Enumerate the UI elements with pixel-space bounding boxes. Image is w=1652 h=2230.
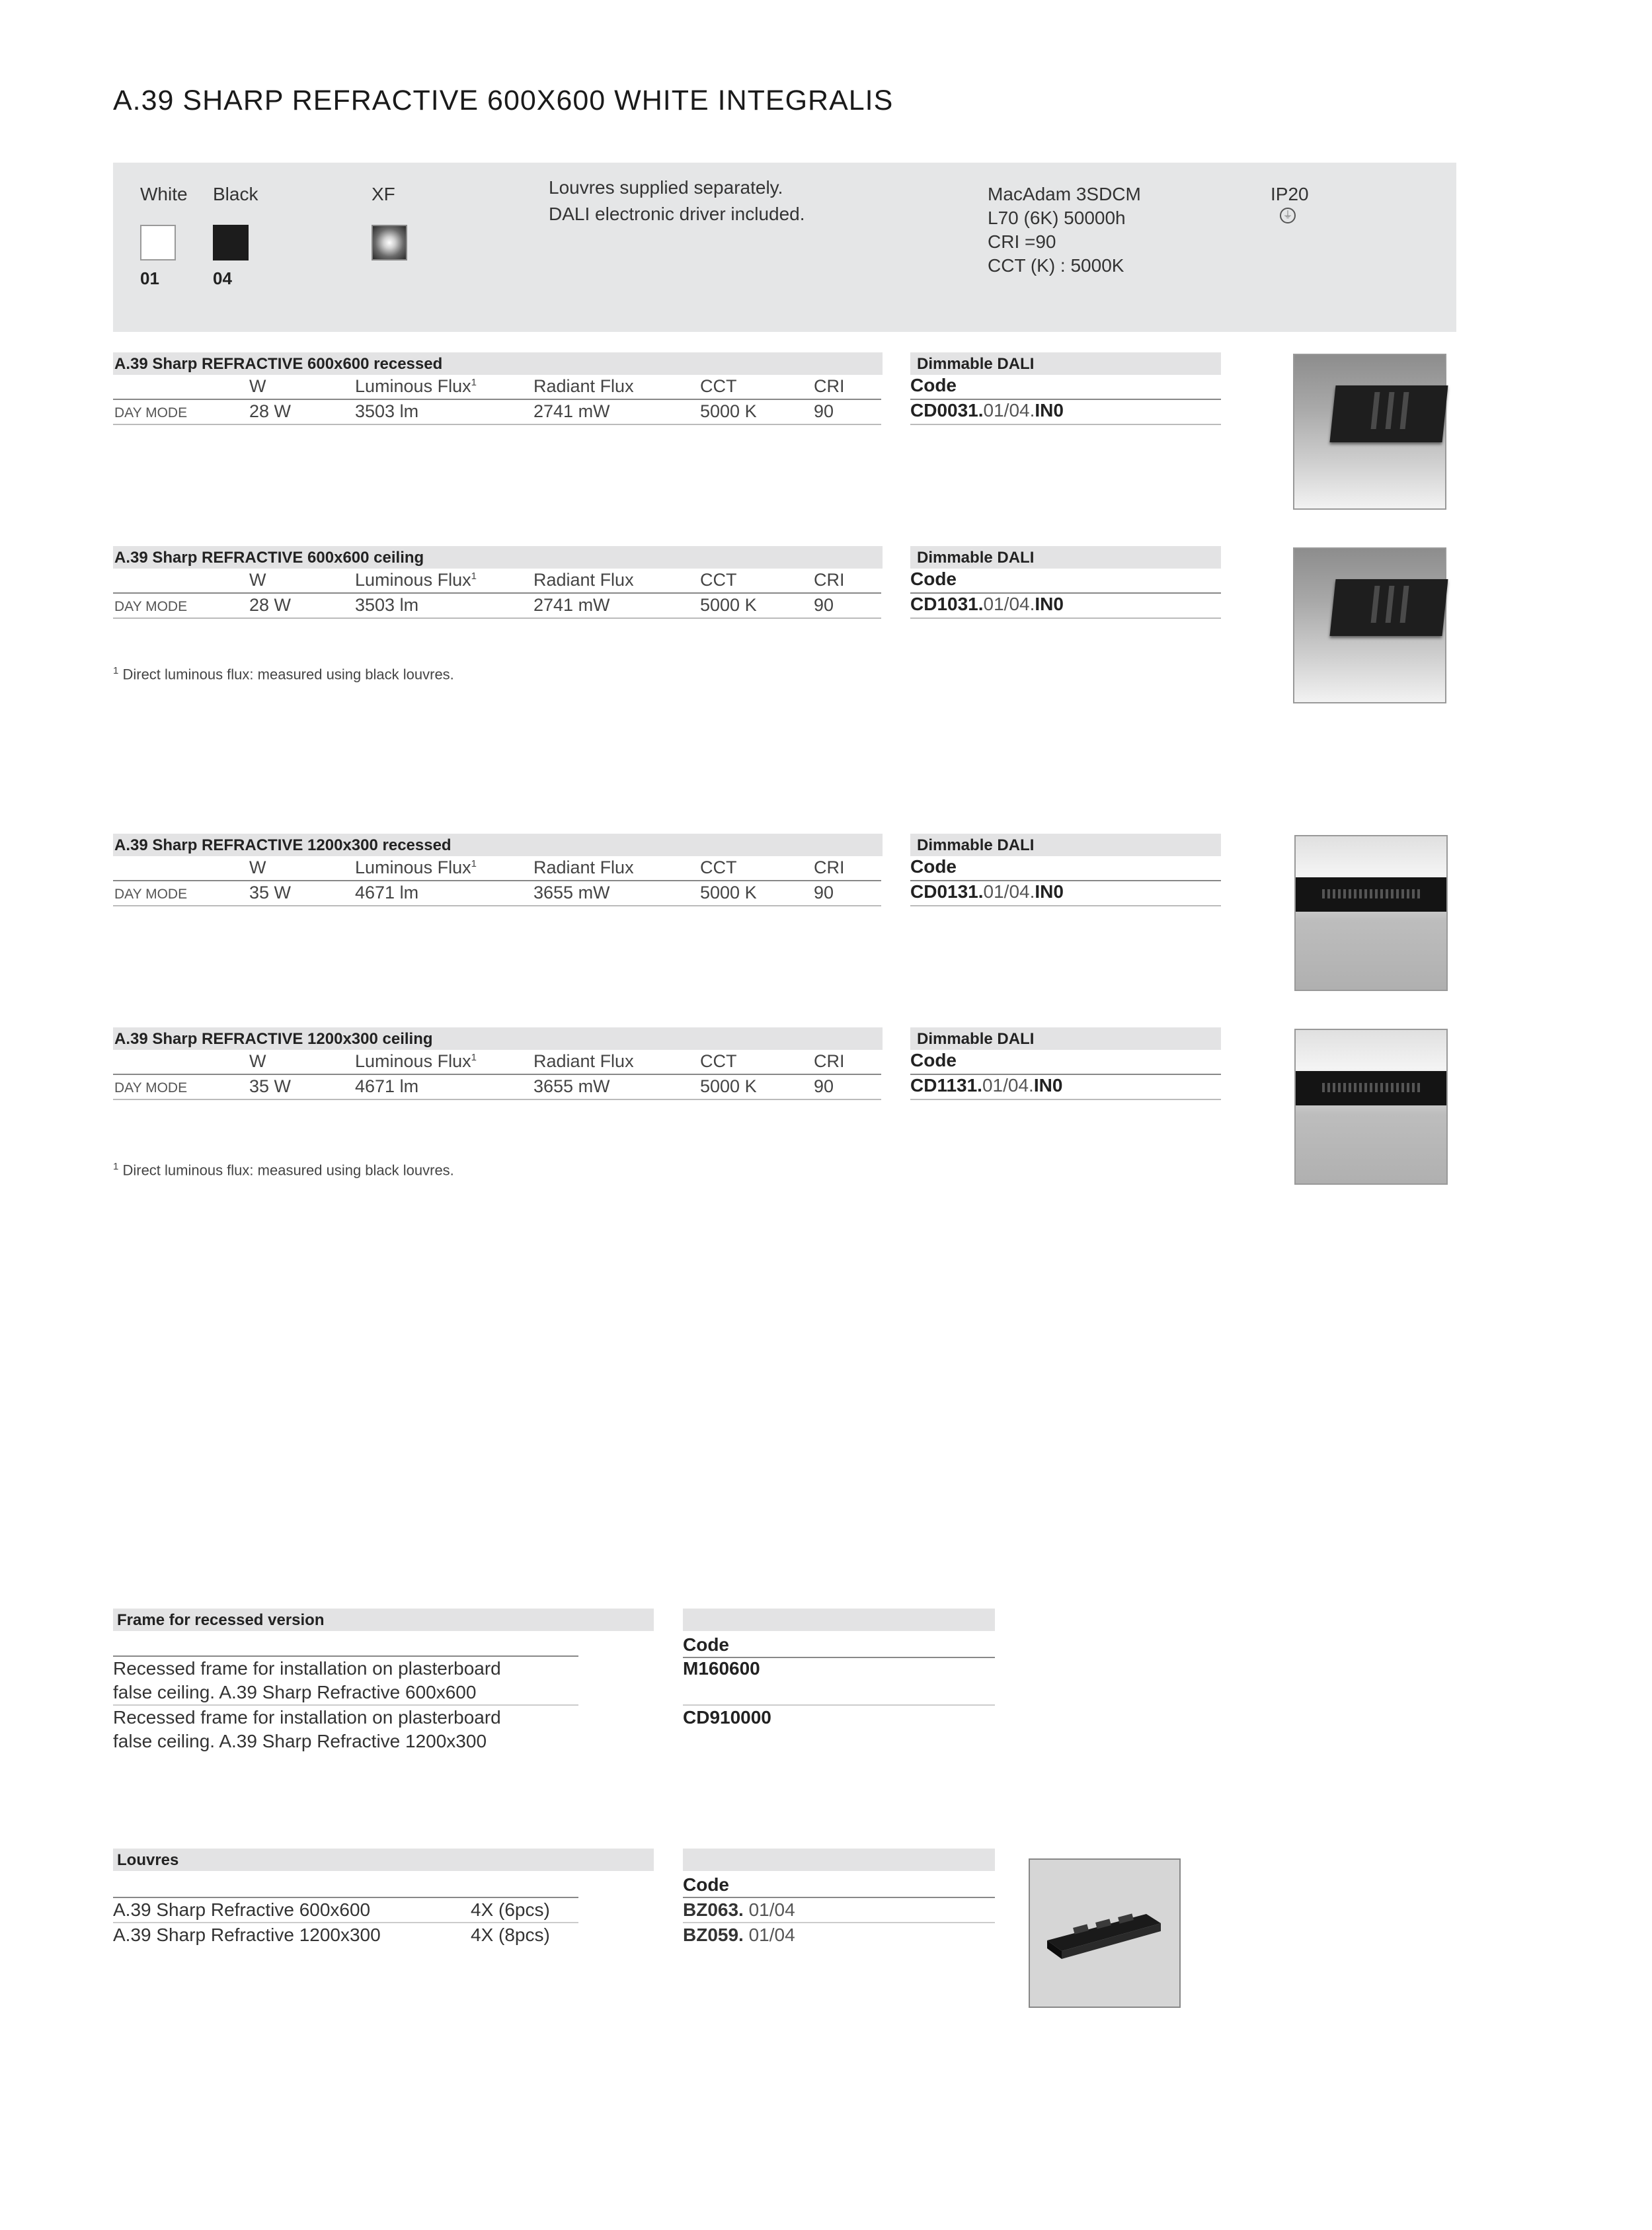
product-photo — [1293, 547, 1446, 703]
code-label: Code — [910, 569, 1221, 594]
table-header-row — [113, 856, 881, 881]
table-header-row — [113, 375, 881, 400]
color-label-xf: XF — [372, 184, 395, 204]
header-flux: Luminous Flux$^1$ — [355, 1051, 477, 1071]
color-label-black: Black — [213, 184, 258, 204]
header-cct: CCT — [700, 857, 737, 877]
header-w: W — [249, 1051, 266, 1071]
louvre-code: BZ059. 01/04 — [683, 1925, 795, 1945]
frame-code: M160600 — [683, 1657, 995, 1706]
product-name: A.39 Sharp REFRACTIVE 600x600 recessed — [113, 352, 883, 375]
spec-lifetime: L70 (6K) 50000h — [988, 208, 1126, 228]
footnote: $^1$ Direct luminous flux: measured using black louvres. — [113, 665, 454, 683]
frame-code: CD910000 — [683, 1707, 771, 1728]
code-label: Code — [910, 1050, 1221, 1075]
cri-cell: 90 — [814, 595, 834, 615]
louvre-name: A.39 Sharp Refractive 1200x300 — [113, 1925, 381, 1945]
dimmable-heading: Dimmable DALI — [910, 352, 1221, 375]
louvres-heading: Louvres — [113, 1849, 654, 1871]
cri-cell: 90 — [814, 883, 834, 902]
color-code-black: 04 — [213, 268, 232, 288]
product-photo — [1294, 835, 1448, 991]
table-row — [113, 400, 881, 425]
radiant-cell: 3655 mW — [533, 1076, 610, 1096]
frame-heading: Frame for recessed version — [113, 1609, 654, 1631]
table-row — [113, 881, 881, 906]
header-radiant: Radiant Flux — [533, 857, 634, 877]
product-code: CD0031.01/04.IN0 — [910, 400, 1221, 425]
page-title: A.39 SHARP REFRACTIVE 600X600 WHITE INTEGRALIS — [113, 85, 894, 116]
header-cct: CCT — [700, 1051, 737, 1071]
table-header-row — [113, 569, 881, 594]
frame-code-heading-bar — [683, 1609, 995, 1631]
product-photo — [1293, 354, 1446, 510]
swatch-white — [140, 225, 176, 260]
louvres-code-label: Code — [683, 1873, 995, 1898]
frame-item: Recessed frame for installation on plasterboard false ceiling. A.39 Sharp Refractive 600x600 — [113, 1657, 578, 1706]
mode-cell: DAY MODE — [114, 887, 188, 902]
louvre-code: BZ063. 01/04 — [683, 1898, 995, 1923]
swatch-black — [213, 225, 249, 260]
header-flux: Luminous Flux$^1$ — [355, 857, 477, 877]
note-louvres: Louvres supplied separately. — [549, 177, 783, 198]
table-row — [113, 1075, 881, 1100]
product-code: CD0131.01/04.IN0 — [910, 881, 1221, 906]
radiant-cell: 2741 mW — [533, 595, 610, 615]
color-label-white: White — [140, 184, 188, 204]
header-radiant: Radiant Flux — [533, 570, 634, 590]
header-cri: CRI — [814, 376, 845, 396]
header-cct: CCT — [700, 376, 737, 396]
louvre-name: A.39 Sharp Refractive 600x600 — [113, 1899, 371, 1920]
louvre-illustration — [1030, 1860, 1177, 2004]
w-cell: 28 W — [249, 595, 292, 615]
dimmable-heading: Dimmable DALI — [910, 1027, 1221, 1050]
product-photo — [1294, 1029, 1448, 1185]
mode-cell: DAY MODE — [114, 599, 188, 614]
flux-cell: 3503 lm — [355, 401, 419, 421]
header-w: W — [249, 857, 266, 877]
frame-item: Recessed frame for installation on plasterboard false ceiling. A.39 Sharp Refractive 1200x300 — [113, 1707, 501, 1751]
header-cri: CRI — [814, 570, 845, 590]
info-box — [113, 163, 1456, 332]
product-code: CD1131.01/04.IN0 — [910, 1075, 1221, 1100]
louvre-item — [113, 1923, 578, 1947]
product-code: CD1031.01/04.IN0 — [910, 594, 1221, 619]
product-section — [113, 834, 1462, 992]
product-name: A.39 Sharp REFRACTIVE 1200x300 ceiling — [113, 1027, 883, 1050]
w-cell: 35 W — [249, 883, 292, 902]
header-radiant: Radiant Flux — [533, 376, 634, 396]
cct-cell: 5000 K — [700, 595, 757, 615]
dimmable-heading: Dimmable DALI — [910, 834, 1221, 856]
header-w: W — [249, 376, 266, 396]
header-cri: CRI — [814, 857, 845, 877]
cri-cell: 90 — [814, 401, 834, 421]
product-name: A.39 Sharp REFRACTIVE 1200x300 recessed — [113, 834, 883, 856]
table-row — [113, 594, 881, 619]
cri-cell: 90 — [814, 1076, 834, 1096]
radiant-cell: 3655 mW — [533, 883, 610, 902]
cct-cell: 5000 K — [700, 1076, 757, 1096]
flux-cell: 4671 lm — [355, 883, 419, 902]
header-radiant: Radiant Flux — [533, 1051, 634, 1071]
code-label: Code — [910, 856, 1221, 881]
earth-ground-icon: ⏚ — [1280, 208, 1296, 223]
header-cct: CCT — [700, 570, 737, 590]
louvre-photo — [1029, 1858, 1181, 2008]
w-cell: 28 W — [249, 401, 292, 421]
swatch-xf — [372, 225, 407, 260]
louvre-qty: 4X (6pcs) — [471, 1899, 550, 1920]
header-flux: Luminous Flux$^1$ — [355, 570, 477, 590]
dimmable-heading: Dimmable DALI — [910, 546, 1221, 569]
radiant-cell: 2741 mW — [533, 401, 610, 421]
louvre-qty: 4X (8pcs) — [471, 1925, 550, 1945]
code-label: Code — [910, 375, 1221, 400]
product-name: A.39 Sharp REFRACTIVE 600x600 ceiling — [113, 546, 883, 569]
header-w: W — [249, 570, 266, 590]
w-cell: 35 W — [249, 1076, 292, 1096]
mode-cell: DAY MODE — [114, 405, 188, 420]
table-header-row — [113, 1050, 881, 1075]
footnote: $^1$ Direct luminous flux: measured using black louvres. — [113, 1161, 454, 1179]
flux-cell: 3503 lm — [355, 595, 419, 615]
ip-rating: IP20 — [1271, 184, 1309, 204]
header-flux: Luminous Flux$^1$ — [355, 376, 477, 396]
louvres-code-heading-bar — [683, 1849, 995, 1871]
cct-cell: 5000 K — [700, 883, 757, 902]
flux-cell: 4671 lm — [355, 1076, 419, 1096]
frame-code-label: Code — [683, 1633, 995, 1658]
louvre-item — [113, 1898, 578, 1923]
spec-macadam: MacAdam 3SDCM — [988, 184, 1141, 204]
color-code-white: 01 — [140, 268, 159, 288]
header-cri: CRI — [814, 1051, 845, 1071]
mode-cell: DAY MODE — [114, 1080, 188, 1095]
note-driver: DALI electronic driver included. — [549, 204, 805, 224]
product-section — [113, 352, 1462, 511]
spec-cri: CRI =90 — [988, 231, 1056, 252]
spec-cct: CCT (K) : 5000K — [988, 255, 1124, 276]
cct-cell: 5000 K — [700, 401, 757, 421]
